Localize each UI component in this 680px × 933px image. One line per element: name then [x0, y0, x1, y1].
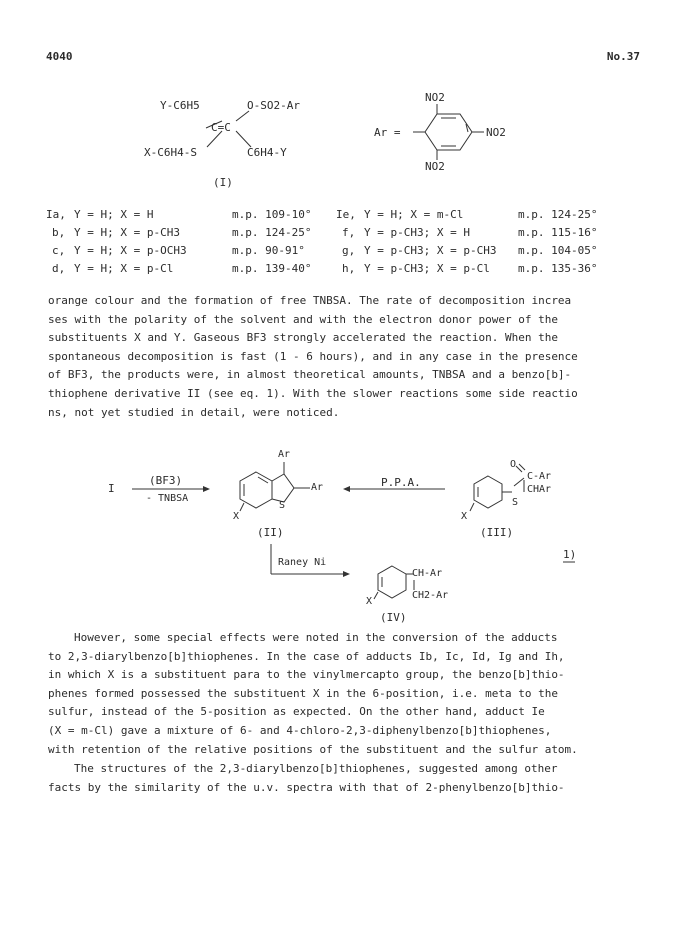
compound-iii-x: X — [461, 511, 468, 522]
issue-number: No.37 — [606, 50, 640, 63]
compound-id: g, — [342, 244, 356, 257]
structure-i-x-group: X-C6H4-S — [144, 146, 197, 159]
text-line: (X = m-Cl) gave a mixture of 6- and 4-chloro-2,3-diphenylbenzo[b]thiophenes, — [48, 723, 552, 737]
text-line: ns, not yet studied in detail, were noticed. — [48, 405, 340, 419]
text-line: ses with the polarity of the solvent and with the electron donor power of the — [48, 312, 558, 326]
compound-substituents: Y = H; X = p-CH3 — [74, 226, 180, 239]
compound-iv-ch2ar: CH2-Ar — [412, 590, 449, 601]
compound-substituents: Y = H; X = H — [74, 208, 154, 221]
compound-melting-point: m.p. 115-16° — [518, 226, 598, 239]
structure-i-c6h4y-group: C6H4-Y — [247, 146, 287, 159]
compound-substituents: Y = p-CH3; X = p-CH3 — [364, 244, 497, 257]
paragraph-special-effects — [48, 629, 628, 759]
nitro-right: NO2 — [486, 126, 506, 139]
compound-melting-point: m.p. 109-10° — [232, 208, 312, 221]
compound-melting-point: m.p. 90-91° — [232, 244, 305, 257]
compound-substituents: Y = H; X = p-OCH3 — [74, 244, 187, 257]
compound-melting-point: m.p. 139-40° — [232, 262, 312, 275]
scheme-byproduct-tnbsa: - TNBSA — [146, 493, 189, 504]
compound-melting-point: m.p. 124-25° — [518, 208, 598, 221]
compound-ii-sulfur: S — [279, 500, 286, 511]
nitro-bottom: NO2 — [425, 160, 445, 173]
text-line: The structures of the 2,3-diarylbenzo[b]thiophenes, suggested among other — [74, 762, 558, 775]
compound-substituents: Y = p-CH3; X = p-Cl — [364, 262, 490, 275]
compound-iii-carbonyl-aryl: C-Ar — [527, 471, 552, 482]
compound-substituents: Y = H; X = p-Cl — [74, 262, 174, 275]
compound-ii-label: (II) — [257, 526, 284, 539]
compound-id: h, — [342, 262, 356, 275]
scheme-reagent-bf3: (BF3) — [149, 474, 183, 487]
ar-definition: Ar = — [374, 126, 401, 139]
compound-substituents: Y = H; X = m-Cl — [364, 208, 464, 221]
compound-melting-point: m.p. 124-25° — [232, 226, 312, 239]
compound-id: c, — [52, 244, 66, 257]
compound-iv-x: X — [366, 596, 373, 607]
text-line: with retention of the relative positions of the substituent and the sulfur atom. — [48, 742, 578, 756]
compound-id: f, — [342, 226, 356, 239]
compound-ii-aryl-2: Ar — [311, 482, 324, 493]
page-number: 4040 — [46, 50, 73, 63]
text-line: of BF3, the products were, in almost theoretical amounts, TNBSA and a benzo[b]- — [48, 368, 572, 382]
compound-substituents: Y = p-CH3; X = H — [364, 226, 470, 239]
structure-i-label: (I) — [213, 176, 233, 189]
text-line: to 2,3-diarylbenzo[b]thiophenes. In the case of adducts Ib, Ic, Id, Ig and Ih, — [48, 649, 565, 663]
compound-iii-sulfur: S — [512, 497, 519, 508]
compound-iv-label: (IV) — [380, 611, 407, 624]
compound-iii-char: CHAr — [527, 484, 552, 495]
scheme-reagent-ppa: P.P.A. — [381, 476, 421, 489]
text-line: orange colour and the formation of free TNBSA. The rate of decomposition increa — [48, 294, 572, 307]
compound-ii-x: X — [233, 511, 240, 522]
compound-id: Ie, — [336, 208, 356, 221]
compound-iii-oxygen: O — [510, 459, 517, 470]
text-line: spontaneous decomposition is fast (1 - 6 hours), and in any case in the presence — [48, 349, 578, 363]
compound-id: d, — [52, 262, 66, 275]
scheme-reactant-i: I — [108, 482, 115, 495]
equation-number: 1) — [563, 548, 577, 561]
paragraph-structures — [48, 760, 628, 797]
compound-iii-label: (III) — [480, 526, 514, 539]
structure-i-double-bond: C=C — [211, 121, 231, 134]
nitro-top: NO2 — [425, 91, 445, 104]
compound-id: b, — [52, 226, 66, 239]
text-line: in which X is a substituent para to the vinylmercapto group, the benzo[b]thio- — [48, 668, 565, 682]
text-line: However, some special effects were noted in the conversion of the adducts — [74, 631, 558, 644]
structure-i-oso2-group: O-SO2-Ar — [247, 99, 300, 112]
text-line: sulfur, instead of the 5-position as expected. On the other hand, adduct Ie — [48, 705, 545, 719]
text-line: facts by the similarity of the u.v. spectra with that of 2-phenylbenzo[b]thio- — [48, 780, 565, 794]
compound-melting-point: m.p. 104-05° — [518, 244, 598, 257]
text-line: thiophene derivative II (see eq. 1). With the slower reactions some side reactio — [48, 386, 578, 400]
text-line: substituents X and Y. Gaseous BF3 strongly accelerated the reaction. When the — [48, 331, 558, 345]
text-line: phenes formed possessed the substituent X in the 6-position, i.e. meta to the — [48, 686, 558, 700]
compound-iv-char: CH-Ar — [412, 568, 443, 579]
compound-melting-point: m.p. 135-36° — [518, 262, 598, 275]
scheme-reagent-raney-ni: Raney Ni — [278, 557, 327, 568]
compound-ii-aryl-3: Ar — [278, 449, 291, 460]
structure-i-y-group: Y-C6H5 — [160, 99, 200, 112]
compound-id: Ia, — [46, 208, 66, 221]
